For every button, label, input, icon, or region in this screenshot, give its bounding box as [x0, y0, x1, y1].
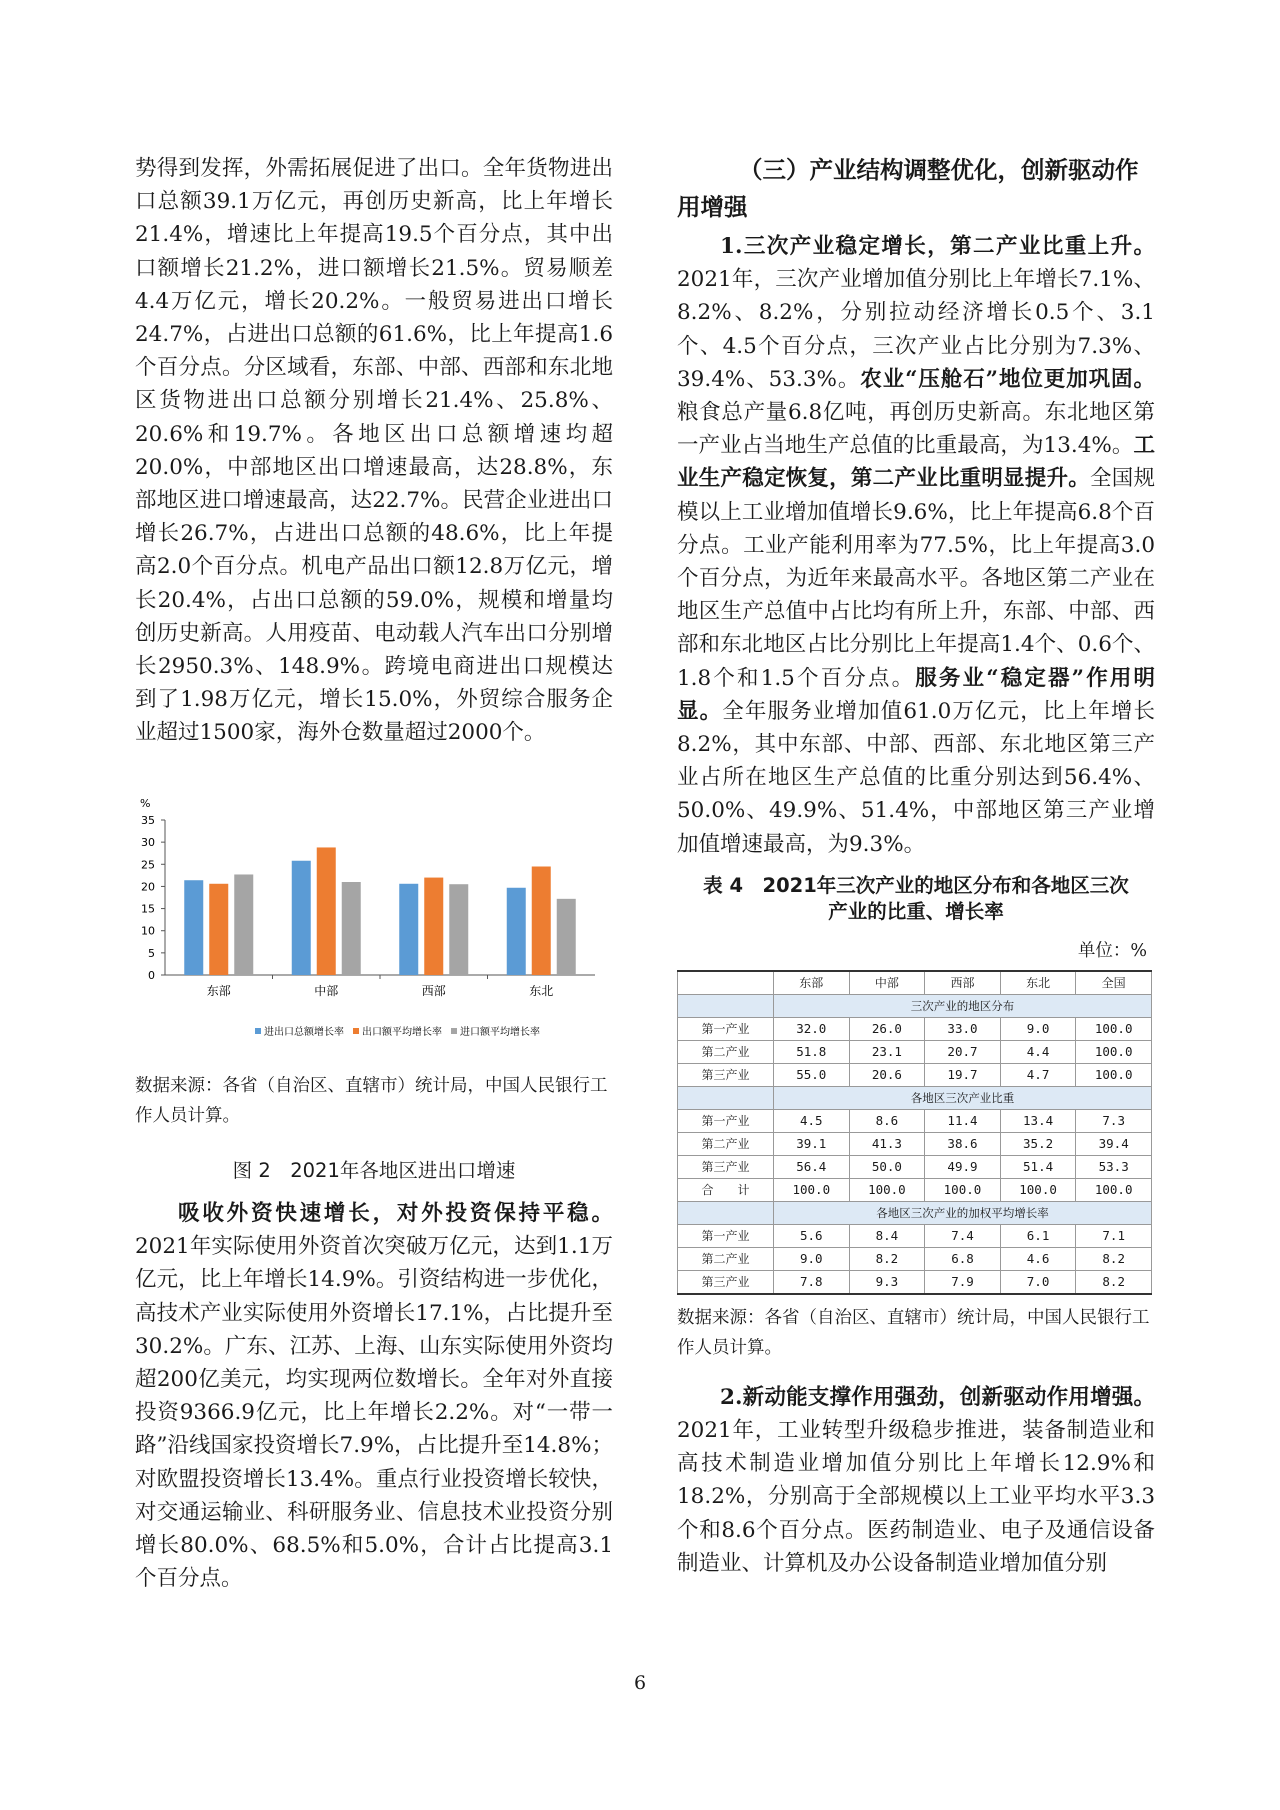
table-cell: 4.5: [774, 1109, 850, 1132]
legend-swatch: [353, 1028, 359, 1034]
x-tick-label: 西部: [421, 984, 446, 998]
table-header-row: [678, 971, 1152, 995]
table-cell: 100.0: [1076, 1178, 1152, 1201]
table-row: [678, 1017, 1152, 1040]
table-cell: 20.7: [925, 1040, 1001, 1063]
y-tick-label: 5: [148, 946, 155, 960]
table-cell: 39.1: [774, 1132, 850, 1155]
bar-东北-进出口总额增长率: [507, 888, 526, 975]
y-tick-label: 10: [141, 924, 155, 938]
table-cell: 9.0: [774, 1247, 850, 1270]
legend-swatch: [451, 1028, 457, 1034]
table-section-row: [678, 1086, 1152, 1109]
table-cell: 50.0: [849, 1155, 925, 1178]
y-tick-label: 25: [141, 858, 155, 872]
chart-svg: [135, 795, 613, 1065]
table-row: [678, 1224, 1152, 1247]
bar-东北-进口额平均增长率: [557, 899, 576, 975]
table-header-cell: 东北: [1000, 971, 1076, 995]
table-cell: 38.6: [925, 1132, 1001, 1155]
table-cell: 51.8: [774, 1040, 850, 1063]
table-cell: 8.2: [849, 1247, 925, 1270]
industry-sub-heading: 工业生产稳定恢复，第二产业比重明显提升。: [677, 433, 1155, 492]
table-header-cell: 中部: [849, 971, 925, 995]
industry-paragraph-heading: 1.三次产业稳定增长，第二产业比重上升。: [720, 234, 1155, 259]
table-row: [678, 1247, 1152, 1270]
y-tick-label: 0: [148, 969, 155, 982]
industry-text-a: 2021年，三次产业增加值分别比上年增长7.1%、8.2%、8.2%，分别拉动经济增长0.5个、3.1个、4.5个百分点，三次产业占比分别为7.3%、39.4%、53.3%。: [677, 267, 1155, 392]
table-cell: 55.0: [774, 1063, 850, 1086]
bar-中部-进口额平均增长率: [342, 882, 361, 975]
bar-东部-进出口总额增长率: [184, 880, 203, 975]
table-cell: 9.0: [1000, 1017, 1076, 1040]
page-number: 6: [633, 1672, 647, 1694]
table-cell: 49.9: [925, 1155, 1001, 1178]
table-cell: 8.4: [849, 1224, 925, 1247]
table-row-label: 合 计: [678, 1178, 774, 1201]
table-cell: 7.3: [1076, 1109, 1152, 1132]
legend-label: 进口额平均增长率: [460, 1027, 540, 1038]
table-cell: 100.0: [849, 1178, 925, 1201]
fdi-paragraph-heading: 吸收外资快速增长，对外投资保持平稳。: [178, 1201, 613, 1226]
table-cell: 7.8: [774, 1270, 850, 1294]
table-cell: 26.0: [849, 1017, 925, 1040]
innovation-paragraph: [677, 1381, 1155, 1580]
table-cell: 51.4: [1000, 1155, 1076, 1178]
table-cell: 23.1: [849, 1040, 925, 1063]
industry-text-c: 全国规模以上工业增加值增长9.6%，比上年提高6.8个百分点。工业产能利用率为77.5%，比上年提高3.0个百分点，为近年来最高水平。各地区第二产业在地区生产总值中占比均有所上升，东部、中部、西部和东北地区占比分别比上年提高1.4个、0.6个、1.8个和1.5个百分点。: [677, 466, 1155, 691]
table-caption-line2: 产业的比重、增长率: [828, 899, 1004, 923]
table-cell: 9.3: [849, 1270, 925, 1294]
table-unit: 单位：%: [1077, 940, 1147, 961]
table-cell: 100.0: [1076, 1040, 1152, 1063]
industry-text-b: 粮食总产量6.8亿吨，再创历史新高。东北地区第一产业占当地生产总值的比重最高，为13.4%。: [677, 400, 1155, 459]
table-header-cell: [678, 971, 774, 995]
x-tick-label: 中部: [314, 984, 339, 998]
table-cell: 100.0: [1076, 1017, 1152, 1040]
table-cell: 4.4: [1000, 1040, 1076, 1063]
left-column: [135, 152, 613, 1595]
table-cell: 11.4: [925, 1109, 1001, 1132]
table-cell: 32.0: [774, 1017, 850, 1040]
table-cell: 7.1: [1076, 1224, 1152, 1247]
table-cell: 8.2: [1076, 1270, 1152, 1294]
bar-西部-进口额平均增长率: [449, 884, 468, 975]
table-cell: 4.6: [1000, 1247, 1076, 1270]
table-section-row: [678, 994, 1152, 1017]
table-cell: 6.8: [925, 1247, 1001, 1270]
table-cell: 56.4: [774, 1155, 850, 1178]
figure-caption: 图 2 2021年各地区进出口增速: [232, 1159, 516, 1182]
table-header-cell: 东部: [774, 971, 850, 995]
table-section-title: 三次产业的地区分布: [774, 994, 1152, 1017]
table-row-label: 第一产业: [678, 1224, 774, 1247]
table-cell: 4.7: [1000, 1063, 1076, 1086]
legend-label: 进出口总额增长率: [264, 1027, 344, 1038]
legend-label: 出口额平均增长率: [362, 1027, 442, 1038]
bar-西部-出口额平均增长率: [424, 878, 443, 975]
y-tick-label: 30: [141, 836, 155, 850]
table-cell: 13.4: [1000, 1109, 1076, 1132]
table-row: [678, 1109, 1152, 1132]
table-row: [678, 1040, 1152, 1063]
table-cell: 8.2: [1076, 1247, 1152, 1270]
right-column: [677, 152, 1155, 1580]
bar-中部-进出口总额增长率: [292, 861, 311, 975]
table-header-cell: 西部: [925, 971, 1001, 995]
table-cell: 5.6: [774, 1224, 850, 1247]
bar-东部-出口额平均增长率: [209, 884, 228, 975]
table-row-label: 第三产业: [678, 1270, 774, 1294]
table-cell: 19.7: [925, 1063, 1001, 1086]
industry-paragraph: [677, 230, 1155, 861]
table-cell: 7.4: [925, 1224, 1001, 1247]
table-row-label: 第二产业: [678, 1040, 774, 1063]
y-tick-label: 20: [141, 880, 155, 894]
table-cell: [678, 994, 774, 1017]
table-caption-line1: 表 4 2021年三次产业的地区分布和各地区三次: [703, 873, 1129, 897]
industry-text-d: 全年服务业增加值61.0万亿元，比上年增长8.2%，其中东部、中部、西部、东北地区第三产业占所在地区生产总值的比重分别达到56.4%、50.0%、49.9%、51.4%，中部地区第三产业增加值增速最高，为9.3%。: [677, 698, 1155, 857]
x-tick-label: 东部: [206, 984, 231, 998]
bar-东部-进口额平均增长率: [234, 874, 253, 975]
growth-bar-chart: [135, 795, 613, 1065]
table-row-label: 第一产业: [678, 1017, 774, 1040]
y-axis-label: %: [140, 797, 151, 810]
table-cell: 20.6: [849, 1063, 925, 1086]
x-tick-label: 东北: [529, 984, 554, 998]
table-cell: 8.6: [849, 1109, 925, 1132]
table-cell: 100.0: [774, 1178, 850, 1201]
table-cell: [678, 1201, 774, 1224]
table-row-label: 第三产业: [678, 1063, 774, 1086]
table-row: [678, 1132, 1152, 1155]
bar-西部-进出口总额增长率: [399, 884, 418, 975]
table-row: [678, 1270, 1152, 1294]
table-section-row: [678, 1201, 1152, 1224]
table-cell: 100.0: [1076, 1063, 1152, 1086]
table-header-cell: 全国: [1076, 971, 1152, 995]
table-cell: [678, 1086, 774, 1109]
table-source-note: 数据来源：各省（自治区、直辖市）统计局，中国人民银行工作人员计算。: [677, 1307, 1150, 1358]
section-title: （三）产业结构调整优化，创新驱动作用增强: [677, 156, 1139, 221]
fdi-paragraph-body: 2021年实际使用外资首次突破万亿元，达到1.1万亿元，比上年增长14.9%。引资结构进一步优化，高技术产业实际使用外资增长17.1%，占比提升至30.2%。广东、江苏、上海、山东实际使用外资均超200亿美元，均实现两位数增长。全年对外直接投资9366.9亿元，比上年增长2.2%。对“一带一路”沿线国家投资增长7.9%，占比提升至14.8%；对欧盟投资增长13.4%。重点行业投资增长较快，对交通运输业、科研服务业、信息技术业投资分别增长80.0%、68.5%和5.0%，合计占比提高3.1个百分点。: [135, 1234, 613, 1592]
table-cell: 39.4: [1076, 1132, 1152, 1155]
table-body: [678, 994, 1152, 1294]
table-cell: 7.9: [925, 1270, 1001, 1294]
innovation-paragraph-heading: 2.新动能支撑作用强劲，创新驱动作用增强。: [720, 1384, 1155, 1410]
services-heading: 服务业“稳定器”作用明显。: [677, 665, 1155, 724]
table-cell: 35.2: [1000, 1132, 1076, 1155]
export-paragraph: 势得到发挥，外需拓展促进了出口。全年货物进出口总额39.1万亿元，再创历史新高，比上年增长21.4%，增速比上年提高19.5个百分点，其中出口额增长21.2%，进口额增长21.5%。贸易顺差4.4万亿元，增长20.2%。一般贸易进出口增长24.7%，占进出口总额的61.6%，比上年提高1.6个百分点。分区域看，东部、中部、西部和东北地区货物进出口总额分别增长21.4%、25.8%、20.6%和19.7%。各地区出口总额增速均超20.0%，中部地区出口增速最高，达28.8%，东部地区进口增速最高，达22.7%。民营企业进出口增长26.7%，占进出口总额的48.6%，比上年提高2.0个百分点。机电产品出口额12.8万亿元，增长20.4%，占出口总额的59.0%，规模和增量均创历史新高。人用疫苗、电动载人汽车出口分别增长2950.3%、148.9%。跨境电商进出口规模达到了1.98万亿元，增长15.0%，外贸综合服务企业超过1500家，海外仓数量超过2000个。: [135, 156, 613, 746]
table-row: [678, 1155, 1152, 1178]
table-cell: 41.3: [849, 1132, 925, 1155]
table-cell: 6.1: [1000, 1224, 1076, 1247]
table-row: [678, 1063, 1152, 1086]
table-row-label: 第三产业: [678, 1155, 774, 1178]
table-row-label: 第二产业: [678, 1247, 774, 1270]
table-row-label: 第二产业: [678, 1132, 774, 1155]
y-tick-label: 35: [141, 814, 155, 827]
innovation-paragraph-body: 2021年，工业转型升级稳步推进，装备制造业和高技术制造业增加值分别比上年增长12.9%和18.2%，分别高于全部规模以上工业平均水平3.3个和8.6个百分点。医药制造业、电子及通信设备制造业、计算机及办公设备制造业增加值分别: [677, 1418, 1155, 1576]
legend-swatch: [255, 1028, 261, 1034]
industry-table: [677, 970, 1152, 1295]
table-cell: 100.0: [1000, 1178, 1076, 1201]
table-cell: 100.0: [925, 1178, 1001, 1201]
table-row: [678, 1178, 1152, 1201]
table-section-title: 各地区三次产业比重: [774, 1086, 1152, 1109]
y-tick-label: 15: [141, 902, 155, 916]
table-section-title: 各地区三次产业的加权平均增长率: [774, 1201, 1152, 1224]
bar-中部-出口额平均增长率: [317, 847, 336, 975]
agriculture-heading: 农业“压舱石”地位更加巩固。: [860, 366, 1155, 392]
table-row-label: 第一产业: [678, 1109, 774, 1132]
fdi-paragraph: [135, 1197, 613, 1595]
chart-source-note: 数据来源：各省（自治区、直辖市）统计局，中国人民银行工作人员计算。: [135, 1076, 608, 1126]
bar-东北-出口额平均增长率: [532, 867, 551, 976]
table-cell: 7.0: [1000, 1270, 1076, 1294]
table-cell: 53.3: [1076, 1155, 1152, 1178]
table-cell: 33.0: [925, 1017, 1001, 1040]
